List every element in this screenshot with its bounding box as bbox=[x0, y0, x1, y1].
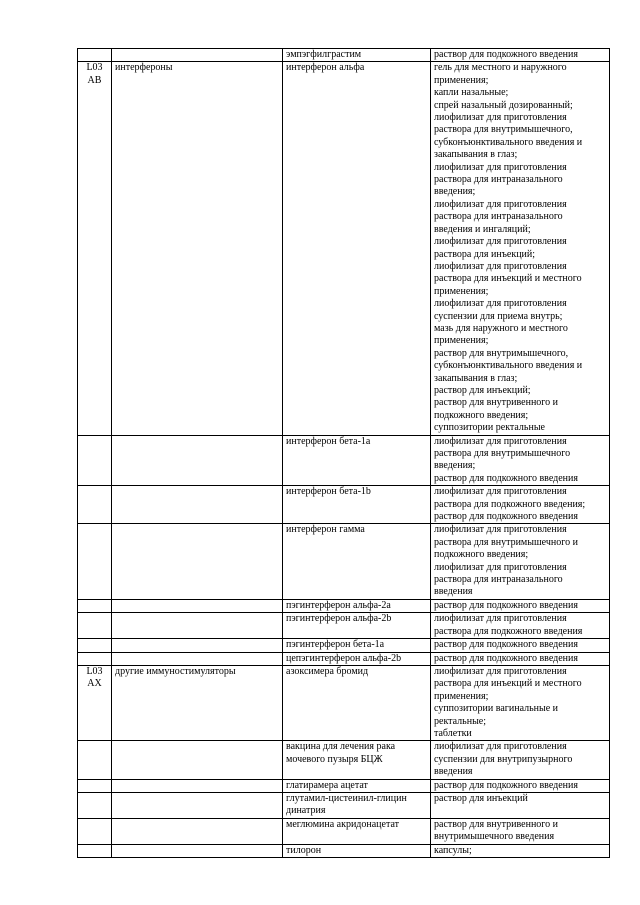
dosage-forms-cell bbox=[431, 779, 610, 792]
dosage-form-line: применения; bbox=[434, 690, 489, 702]
dosage-forms-cell bbox=[431, 652, 610, 665]
dosage-forms-cell bbox=[431, 49, 610, 62]
dosage-form-line: лиофилизат для приготовления bbox=[434, 613, 567, 625]
group-name-cell bbox=[112, 435, 283, 486]
dosage-form-line: раствора для внутримышечного и bbox=[434, 536, 578, 548]
table-row bbox=[78, 524, 610, 599]
dosage-form-line: раствора для инъекций; bbox=[434, 248, 536, 260]
dosage-form-line: спрей назальный дозированный; bbox=[434, 99, 573, 111]
drug-name-cell: глутамил-цистеинил-глицин динатрия bbox=[283, 792, 431, 818]
drug-name-cell: интерферон альфа bbox=[283, 62, 431, 435]
dosage-form-line: раствор для внутривенного и bbox=[434, 818, 559, 830]
dosage-forms-cell bbox=[431, 792, 610, 818]
dosage-form-line: лиофилизат для приготовления bbox=[434, 665, 567, 677]
dosage-form-line: лиофилизат для приготовления bbox=[434, 524, 567, 536]
dosage-forms-cell bbox=[431, 818, 610, 844]
drug-table bbox=[77, 48, 610, 858]
dosage-form-line: раствора для внутримышечного bbox=[434, 448, 571, 459]
dosage-form-line: раствор для подкожного введения bbox=[434, 599, 578, 611]
drug-name-cell: пэгинтерферон бета-1a bbox=[283, 639, 431, 652]
atc-code-cell bbox=[78, 818, 112, 844]
dosage-form-line: подкожного введения; bbox=[434, 409, 529, 421]
dosage-form-line: лиофилизат для приготовления bbox=[434, 198, 567, 210]
drug-name-cell: эмпэгфилграстим bbox=[283, 49, 431, 62]
dosage-form-line: введения; bbox=[434, 460, 476, 472]
group-name-cell bbox=[112, 613, 283, 639]
table-row bbox=[78, 779, 610, 792]
group-name-cell: интерфероны bbox=[112, 62, 283, 435]
dosage-form-line: раствора для интраназального bbox=[434, 574, 563, 586]
drug-table-body bbox=[78, 49, 610, 858]
atc-code-cell bbox=[78, 435, 112, 486]
dosage-form-line: раствор для подкожного введения bbox=[434, 639, 578, 651]
group-name-cell bbox=[112, 486, 283, 524]
dosage-form-line: подкожного введения; bbox=[434, 549, 529, 561]
dosage-forms-cell bbox=[431, 599, 610, 612]
atc-code-cell: L03 AB bbox=[78, 62, 112, 435]
atc-code-cell bbox=[78, 49, 112, 62]
drug-name-cell: пэгинтерферон альфа-2b bbox=[283, 613, 431, 639]
group-name-cell bbox=[112, 741, 283, 779]
dosage-form-line: капли назальные; bbox=[434, 87, 509, 99]
drug-name-cell: глатирамера ацетат bbox=[283, 779, 431, 792]
dosage-form-line: гель для местного и наружного bbox=[434, 62, 567, 74]
dosage-form-line: раствор для внутривенного и bbox=[434, 397, 559, 409]
atc-code-cell bbox=[78, 486, 112, 524]
dosage-form-line: раствор для подкожного введения bbox=[434, 472, 578, 484]
atc-code-cell bbox=[78, 524, 112, 599]
group-name-cell bbox=[112, 792, 283, 818]
atc-code-cell bbox=[78, 779, 112, 792]
table-row bbox=[78, 613, 610, 639]
table-row bbox=[78, 665, 610, 740]
dosage-form-line: лиофилизат для приготовления bbox=[434, 236, 567, 248]
dosage-form-line: раствор для инъекций bbox=[434, 792, 528, 804]
dosage-form-line: закапывания в глаз; bbox=[434, 149, 518, 161]
dosage-forms-cell bbox=[431, 435, 610, 486]
dosage-forms-cell bbox=[431, 665, 610, 740]
dosage-form-line: введения bbox=[434, 766, 473, 778]
dosage-form-line: раствор для инъекций; bbox=[434, 384, 531, 396]
dosage-form-line: раствор для подкожного введения bbox=[434, 511, 578, 523]
dosage-forms-cell bbox=[431, 62, 610, 435]
dosage-form-line: применения; bbox=[434, 335, 489, 347]
table-row bbox=[78, 599, 610, 612]
dosage-form-line: таблетки bbox=[434, 727, 472, 739]
dosage-form-line: раствор для подкожного введения bbox=[434, 49, 578, 60]
table-row bbox=[78, 741, 610, 779]
dosage-form-line: закапывания в глаз; bbox=[434, 372, 518, 384]
dosage-form-line: субконъюнктивального введения и bbox=[434, 136, 583, 148]
drug-name-cell: цепэгинтерферон альфа-2b bbox=[283, 652, 431, 665]
group-name-cell bbox=[112, 49, 283, 62]
atc-code-cell bbox=[78, 741, 112, 779]
dosage-form-line: лиофилизат для приготовления bbox=[434, 561, 567, 573]
dosage-form-line: раствор для подкожного введения bbox=[434, 779, 578, 791]
atc-code-cell bbox=[78, 792, 112, 818]
dosage-form-line: применения; bbox=[434, 74, 489, 86]
dosage-forms-cell bbox=[431, 639, 610, 652]
dosage-form-line: применения; bbox=[434, 285, 489, 297]
dosage-form-line: суспензии для внутрипузырного bbox=[434, 753, 573, 765]
dosage-form-line: лиофилизат для приготовления bbox=[434, 161, 567, 173]
dosage-form-line: суппозитории ректальные bbox=[434, 422, 545, 434]
dosage-forms-cell bbox=[431, 486, 610, 524]
dosage-form-line: лиофилизат для приготовления bbox=[434, 486, 567, 498]
dosage-form-line: введения bbox=[434, 586, 473, 598]
group-name-cell bbox=[112, 652, 283, 665]
dosage-form-line: раствора для подкожного введения bbox=[434, 625, 583, 637]
dosage-form-line: лиофилизат для приготовления bbox=[434, 260, 567, 272]
atc-code-cell bbox=[78, 599, 112, 612]
table-row bbox=[78, 49, 610, 62]
atc-code-cell bbox=[78, 844, 112, 857]
table-row bbox=[78, 435, 610, 486]
drug-name-cell: вакцина для лечения рака мочевого пузыря БЦЖ bbox=[283, 741, 431, 779]
dosage-forms-cell bbox=[431, 613, 610, 639]
drug-name-cell: тилорон bbox=[283, 844, 431, 857]
atc-code-cell bbox=[78, 652, 112, 665]
dosage-form-line: раствор для внутримышечного, bbox=[434, 347, 569, 359]
drug-name-cell: азоксимера бромид bbox=[283, 665, 431, 740]
dosage-form-line: введения и ингаляций; bbox=[434, 223, 531, 235]
drug-name-cell: интерферон бета-1a bbox=[283, 435, 431, 486]
dosage-form-line: лиофилизат для приготовления bbox=[434, 741, 567, 753]
drug-name-cell: меглюмина акридонацетат bbox=[283, 818, 431, 844]
dosage-form-line: раствора для инъекций и местного bbox=[434, 678, 582, 690]
dosage-form-line: субконъюнктивального введения и bbox=[434, 360, 583, 372]
dosage-forms-cell bbox=[431, 844, 610, 857]
group-name-cell bbox=[112, 844, 283, 857]
table-row bbox=[78, 62, 610, 435]
dosage-form-line: лиофилизат для приготовления bbox=[434, 435, 567, 447]
dosage-form-line: введения; bbox=[434, 186, 476, 198]
table-row bbox=[78, 486, 610, 524]
group-name-cell bbox=[112, 639, 283, 652]
dosage-form-line: раствора для инъекций и местного bbox=[434, 273, 582, 285]
table-row bbox=[78, 639, 610, 652]
drug-name-cell: интерферон гамма bbox=[283, 524, 431, 599]
dosage-form-line: капсулы; bbox=[434, 844, 472, 856]
dosage-forms-cell bbox=[431, 524, 610, 599]
drug-name-cell: пэгинтерферон альфа-2a bbox=[283, 599, 431, 612]
atc-code-cell bbox=[78, 639, 112, 652]
dosage-form-line: суспензии для приема внутрь; bbox=[434, 310, 563, 322]
group-name-cell bbox=[112, 524, 283, 599]
dosage-form-line: раствора для интраназального bbox=[434, 211, 563, 223]
table-row bbox=[78, 792, 610, 818]
table-row bbox=[78, 844, 610, 857]
drug-name-cell: интерферон бета-1b bbox=[283, 486, 431, 524]
dosage-form-line: ректальные; bbox=[434, 715, 487, 727]
group-name-cell bbox=[112, 779, 283, 792]
dosage-form-line: раствора для подкожного введения; bbox=[434, 498, 586, 510]
dosage-form-line: раствора для внутримышечного, bbox=[434, 124, 573, 136]
group-name-cell bbox=[112, 599, 283, 612]
dosage-form-line: лиофилизат для приготовления bbox=[434, 112, 567, 124]
group-name-cell bbox=[112, 818, 283, 844]
atc-code-cell bbox=[78, 613, 112, 639]
dosage-form-line: лиофилизат для приготовления bbox=[434, 298, 567, 310]
dosage-forms-cell bbox=[431, 741, 610, 779]
dosage-form-line: внутримышечного введения bbox=[434, 831, 555, 843]
table-row bbox=[78, 818, 610, 844]
group-name-cell: другие иммуностимуляторы bbox=[112, 665, 283, 740]
dosage-form-line: суппозитории вагинальные и bbox=[434, 703, 559, 715]
atc-code-cell: L03 AX bbox=[78, 665, 112, 740]
dosage-form-line: раствора для интраназального bbox=[434, 174, 563, 186]
dosage-form-line: мазь для наружного и местного bbox=[434, 322, 568, 334]
dosage-form-line: раствор для подкожного введения bbox=[434, 652, 578, 664]
table-row bbox=[78, 652, 610, 665]
